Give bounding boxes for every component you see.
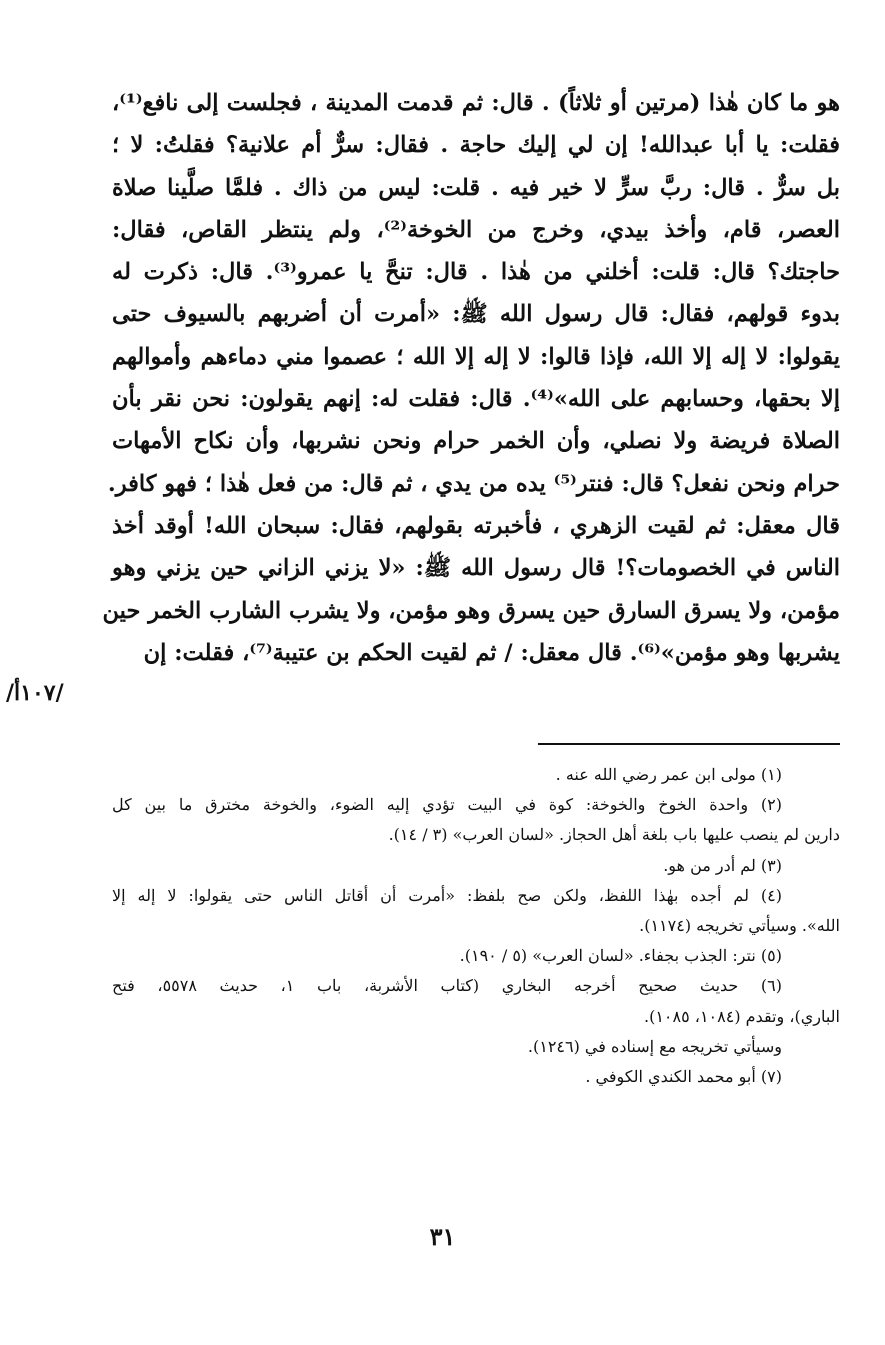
text-line: مؤمن، ولا يسرق السارق حين يسرق وهو مؤمن، ولا يشرب الشارب الخمر حين — [102, 597, 840, 624]
text-line: بل سرٌّ . قال: ربَّ سرٍّ لا خير فيه . قلت: ليس من ذاك . فلمَّا صلَّينا صلاة — [112, 174, 840, 201]
text-line: يقولوا: لا إله إلا الله، فإذا قالوا: لا إله إلا الله ؛ عصموا مني دماءهم وأموالهم — [112, 343, 840, 370]
footnote-line: (٦) حديث صحيح أخرجه البخاري (كتاب الأشربة، باب ١، حديث ٥٥٧٨، فتح — [112, 976, 782, 996]
footnote-line: دارين لم ينصب عليها باب بلغة أهل الحجاز. «لسان العرب» (٣ / ١٤). — [388, 825, 840, 845]
text-line: الناس في الخصومات؟! قال رسول الله ﷺ: «لا يزني الزاني حين يزني وهو — [112, 555, 840, 582]
text-line: بدوء قولهم، فقال: قال رسول الله ﷺ: «أمرت أن أضربهم بالسيوف حتى — [112, 301, 840, 328]
footnote-line: (٣) لم أدر من هو. — [663, 855, 782, 875]
text-line: إلا بحقها، وحسابهم على الله»⁽⁴⁾. قال: فقلت له: إنهم يقولون: نحن نقر بأن — [112, 386, 840, 413]
footnote-line: الباري)، وتقدم (١٠٨٤، ١٠٨٥). — [644, 1006, 840, 1026]
footnote-line: (٧) أبو محمد الكندي الكوفي . — [585, 1066, 782, 1086]
footnote-separator — [538, 743, 840, 745]
page-number: ٣١ — [429, 1222, 456, 1251]
footnote-line: الله». وسيأتي تخريجه (١١٧٤). — [639, 915, 840, 935]
manuscript-folio-marker: /١٠٧أ/ — [6, 680, 64, 706]
main-text — [102, 82, 840, 674]
footnote-line: (٥) نتر: الجذب بجفاء. «لسان العرب» (٥ / ١٩٠). — [459, 946, 782, 966]
text-line: يشربها وهو مؤمن»⁽⁶⁾. قال معقل: / ثم لقيت الحكم بن عتيبة⁽⁷⁾، فقلت: إن — [143, 639, 840, 666]
text-line: هو ما كان هٰذا (مرتين أو ثلاثاً) . قال: ثم قدمت المدينة ، فجلست إلى نافع⁽¹⁾، — [112, 90, 840, 116]
text-line: الصلاة فريضة ولا نصلي، وأن الخمر حرام ونحن نشربها، وأن نكاح الأمهات — [112, 428, 840, 455]
text-line: حاجتك؟ قال: قلت: أخلني من هٰذا . قال: تنحَّ يا عمرو⁽³⁾. قال: ذكرت له — [112, 259, 840, 286]
footnote-line: (٤) لم أجده بهٰذا اللفظ، ولكن صح بلفظ: «أمرت أن أقاتل الناس حتى يقولوا: لا إله إلا — [112, 885, 782, 905]
footnote-line: (١) مولى ابن عمر رضي الله عنه . — [555, 765, 782, 784]
footnote-line: (٢) واحدة الخوخ والخوخة: كوة في البيت تؤدي إليه الضوء، والخوخة مخترق ما بين كل — [112, 795, 782, 815]
text-line: قال معقل: ثم لقيت الزهري ، فأخبرته بقولهم، فقال: سبحان الله! أوقد أخذ — [112, 512, 840, 539]
footnote-line: وسيأتي تخريجه مع إسناده في (١٢٤٦). — [527, 1036, 782, 1056]
footnotes — [112, 760, 840, 1092]
text-line: فقلت: يا أبا عبدالله! إن لي إليك حاجة . فقال: سرٌّ أم علانية؟ فقلتُ: لا ؛ — [112, 132, 840, 159]
text-line: العصر، قام، وأخذ بيدي، وخرج من الخوخة⁽²⁾، ولم ينتظر القاص، فقال: — [112, 216, 840, 243]
text-line: حرام ونحن نفعل؟ قال: فنتر⁽⁵⁾ يده من يدي ، ثم قال: من فعل هٰذا ؛ فهو كافر. — [107, 470, 840, 497]
